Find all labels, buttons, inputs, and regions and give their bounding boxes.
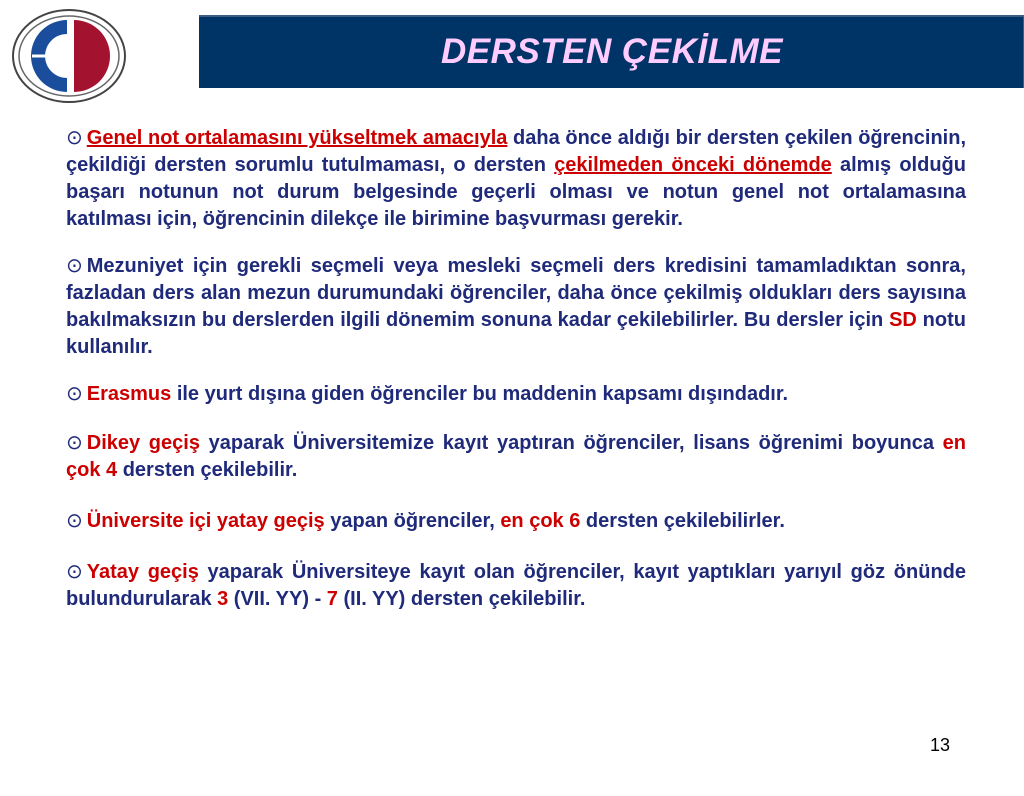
text-span: yaparak Üniversitemize kayıt yaptıran öğrenciler, lisans öğrenimi boyunca [199,432,943,454]
text-span: 3 [217,588,229,610]
text-span: Genel not ortalamasını yükseltmek amacıyla [86,127,508,149]
paragraph-internal-transfer [66,508,966,535]
text-span: en çok 6 [500,510,581,532]
text-span: dersten çekilebilir. [117,459,298,481]
paragraph-erasmus [66,381,966,408]
bullet-icon: ⊙ [66,127,83,149]
text-span: Mezuniyet için gerekli seçmeli veya mesleki seçmeli ders kredisini tamamladıktan sonra, fazladan ders alan mezun durumundaki öğrenciler, daha önce çekilmiş oldukları ders sayısına bakılmaksızın bu derslerden ilgili dönemim sonuna kadar çekilebilirler. Bu dersler için [66,255,966,331]
bullet-icon: ⊙ [66,432,83,454]
paragraph-vertical-transfer [66,430,966,484]
text-span: yapan öğrenciler, [324,510,501,532]
text-span: Üniversite içi yatay geçiş [86,510,325,532]
paragraph-graduation [66,253,966,361]
bullet-icon: ⊙ [66,383,83,405]
text-span: ile yurt dışına giden öğrenciler bu maddenin kapsamı dışındadır. [171,383,789,405]
text-span: notu kullanılır. [66,309,966,358]
university-logo-icon [10,6,128,106]
bullet-icon: ⊙ [66,561,83,583]
text-span: yaparak Üniversiteye kayıt olan öğrenciler, kayıt yaptıkları yarıyıl göz önünde bulundurularak [66,561,966,610]
page-number: 13 [930,735,951,755]
text-span: en çok 4 [66,432,966,481]
text-span: Erasmus [86,383,172,405]
text-span: SD [889,309,917,331]
bullet-icon: ⊙ [66,510,83,532]
title-bar [199,15,1024,88]
text-span: (II. YY) dersten çekilebilir. [337,588,586,610]
text-span: almış olduğu başarı notunun not durum belgesinde geçerli olması ve notun genel not ortalamasına katılması için, öğrencinin dilekçe ile birimine başvurması gerekir. [66,154,966,230]
text-span: (VII. YY) - [228,588,327,610]
content-body [66,125,966,613]
text-span: 7 [326,588,338,610]
paragraph-grade-average [66,125,966,233]
paragraph-horizontal-transfer [66,559,966,613]
page-title: DERSTEN ÇEKİLME [441,31,783,71]
text-span: dersten çekilebilirler. [580,510,785,532]
text-span: Dikey geçiş [86,432,200,454]
bullet-icon: ⊙ [66,255,83,277]
text-span: daha önce aldığı bir dersten çekilen öğrencinin, çekildiği dersten sorumlu tutulmaması, o dersten [66,127,967,176]
text-span: çekilmeden önceki dönemde [554,154,832,176]
text-span: Yatay geçiş [86,561,199,583]
